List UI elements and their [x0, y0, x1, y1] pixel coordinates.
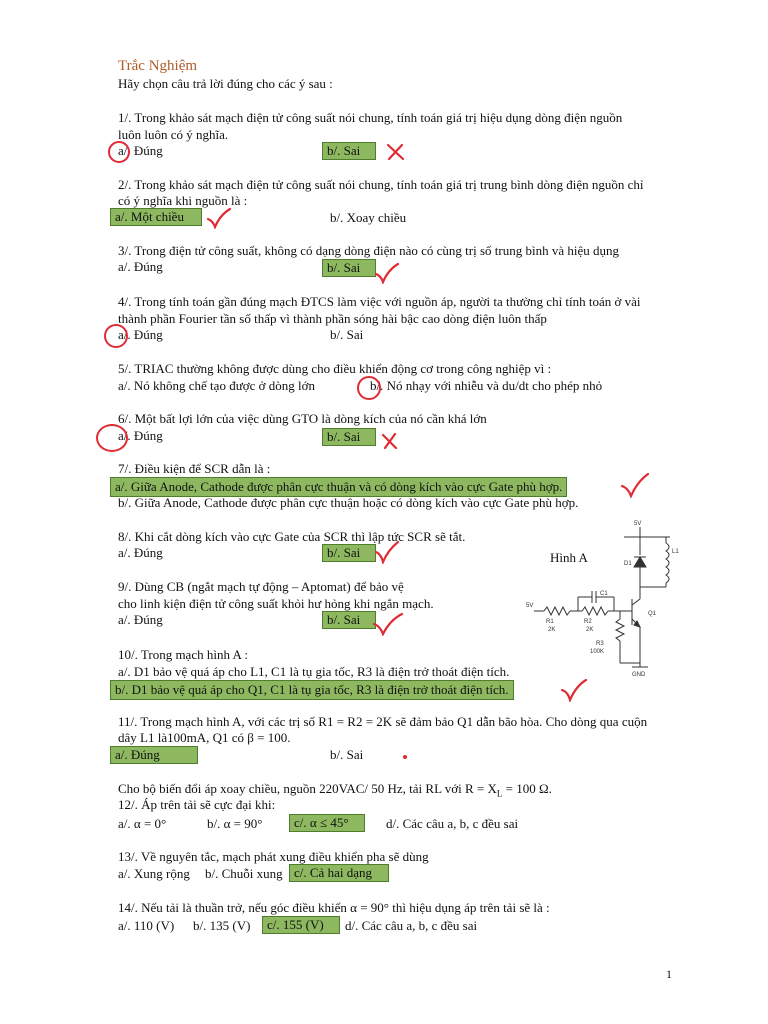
circle-mark — [357, 376, 381, 400]
check-mark-icon — [372, 612, 404, 636]
answer-b[interactable]: b/. Nó nhạy với nhiễu và du/dt cho phép nhỏ — [370, 378, 603, 393]
cross-mark-icon — [386, 143, 406, 161]
question-text: 10/. Trong mạch hình A : — [118, 647, 249, 662]
question-text: 9/. Dùng CB (ngắt mạch tự động – Aptomat) để bảo vệ — [118, 579, 404, 594]
question-text: luôn luôn có ý nghĩa. — [118, 127, 229, 142]
label-l1: L1 — [672, 549, 679, 555]
answer-a-highlighted[interactable]: a/. Đúng — [110, 746, 198, 764]
answer-b[interactable]: b/. α = 90° — [207, 816, 263, 831]
check-mark-icon — [620, 472, 650, 498]
question-text: 4/. Trong tính toán gần đúng mạch ĐTCS làm việc với nguồn áp, người ta thường chỉ tính toán ở vài — [118, 294, 641, 309]
label-5v-left: 5V — [526, 603, 534, 609]
label-r3: R3 — [596, 641, 604, 647]
question-text: 5/. TRIAC thường không được dùng cho điều khiển động cơ trong công nghiệp vì : — [118, 361, 552, 376]
question-text: 1/. Trong khảo sát mạch điện tử công suất nói chung, tính toán giá trị hiệu dụng dòng điện nguồn — [118, 110, 623, 125]
answer-a[interactable]: a/. Xung rộng — [118, 866, 190, 881]
answer-a[interactable]: a/. Đúng — [118, 327, 163, 342]
circle-mark — [104, 324, 128, 348]
page-title: Trắc Nghiệm — [118, 58, 198, 74]
answer-a[interactable]: a/. D1 bảo vệ quá áp cho L1, C1 là tụ gia tốc, R3 là điện trở thoát điện tích. — [118, 664, 510, 679]
label-5v-top: 5V — [634, 521, 642, 527]
question-text: 12/. Áp trên tải sẽ cực đại khi: — [118, 797, 276, 812]
answer-b-highlighted[interactable]: b/. D1 bảo vệ quá áp cho Q1, C1 là tụ gia tốc, R3 là điện trở thoát điện tích. — [110, 680, 514, 700]
cross-mark-icon — [380, 432, 400, 450]
instruction-text: Hãy chọn câu trả lời đúng cho các ý sau : — [118, 76, 333, 91]
answer-b-highlighted[interactable]: b/. Sai — [322, 611, 376, 629]
circle-mark — [96, 424, 128, 452]
answer-c-highlighted[interactable]: c/. 155 (V) — [262, 916, 340, 934]
question-text: dây L1 là100mA, Q1 có β = 100. — [118, 730, 291, 745]
answer-a[interactable]: a/. Đúng — [118, 259, 163, 274]
page-number: 1 — [666, 967, 672, 981]
question-text: 6/. Một bất lợi lớn của việc dùng GTO là dòng kích của nó cần khá lớn — [118, 411, 487, 426]
context-tail: = 100 Ω. — [502, 781, 552, 796]
answer-a[interactable]: a/. 110 (V) — [118, 918, 175, 933]
question-text: cho linh kiện điện tử công suất khỏi hư hỏng khi ngắn mạch. — [118, 596, 434, 611]
label-gnd: GND — [632, 672, 646, 678]
check-mark-icon — [560, 678, 588, 702]
question-text: có ý nghĩa khi nguồn là : — [118, 193, 248, 208]
question-text: 11/. Trong mạch hình A, với các trị số R1 = R2 = 2K sẽ đảm bảo Q1 dẫn bão hòa. Cho dòng qua cuộn — [118, 714, 648, 729]
check-mark-icon — [206, 207, 232, 229]
question-text: 2/. Trong khảo sát mạch điện tử công suất nói chung, tính toán giá trị trung bình dòng điện nguồn chỉ — [118, 177, 644, 192]
question-text: 8/. Khi cắt dòng kích vào cực Gate của SCR thì lập tức SCR sẽ tắt. — [118, 529, 466, 544]
context-subscript: L — [496, 788, 503, 799]
answer-d[interactable]: d/. Các câu a, b, c đều sai — [345, 918, 478, 933]
answer-a[interactable]: a/. α = 0° — [118, 816, 167, 831]
question-text: 14/. Nếu tải là thuần trở, nếu góc điều khiển α = 90° thì hiệu dụng áp trên tải sẽ là : — [118, 900, 550, 915]
label-d1: D1 — [624, 561, 632, 567]
question-text: 7/. Điều kiện để SCR dẫn là : — [118, 461, 271, 476]
answer-a[interactable]: a/. Nó không chế tạo được ở dòng lớn — [118, 378, 315, 393]
answer-b[interactable]: b/. Chuỗi xung — [205, 866, 283, 881]
circuit-diagram — [520, 515, 690, 680]
dot-mark-icon — [402, 754, 408, 760]
answer-b[interactable]: b/. Giữa Anode, Cathode được phân cực thuận hoặc có dòng kích vào cực Gate phù hợp. — [118, 495, 579, 510]
label-c1: C1 — [600, 591, 608, 597]
answer-b[interactable]: b/. 135 (V) — [193, 918, 251, 933]
answer-b-highlighted[interactable]: b/. Sai — [322, 259, 376, 277]
label-r1: R1 — [546, 619, 554, 625]
figure-caption: Hình A — [550, 550, 588, 565]
answer-b[interactable]: b/. Xoay chiều — [330, 210, 407, 225]
answer-a[interactable]: a/. Đúng — [118, 143, 163, 158]
answer-a[interactable]: a/. Đúng — [118, 612, 163, 627]
label-r3-value: 100K — [590, 649, 605, 655]
answer-a-highlighted[interactable]: a/. Giữa Anode, Cathode được phân cực thuận và có dòng kích vào cực Gate phù hợp. — [110, 477, 567, 497]
label-r1-value: 2K — [548, 627, 556, 633]
answer-a[interactable]: a/. Đúng — [118, 545, 163, 560]
answer-b[interactable]: b/. Sai — [330, 327, 364, 342]
question-text: 13/. Về nguyên tắc, mạch phát xung điều khiển pha sẽ dùng — [118, 849, 429, 864]
question-text: thành phần Fourier tần số thấp vì thành phần sóng hài bậc cao dòng điện luôn thấp — [118, 311, 547, 326]
answer-b-highlighted[interactable]: b/. Sai — [322, 428, 376, 446]
answer-b[interactable]: b/. Sai — [330, 747, 364, 762]
circle-mark — [108, 141, 130, 163]
label-r2: R2 — [584, 619, 592, 625]
answer-c-highlighted[interactable]: c/. Cả hai dạng — [289, 864, 389, 882]
check-mark-icon — [374, 540, 400, 564]
label-r2-value: 2K — [586, 627, 594, 633]
answer-b-highlighted[interactable]: b/. Sai — [322, 142, 376, 160]
label-q1: Q1 — [648, 611, 657, 617]
answer-c-highlighted[interactable]: c/. α ≤ 45° — [289, 814, 365, 832]
question-text: 3/. Trong điện tử công suất, không có dạng dòng điện nào có cùng trị số trung bình và hiệu dụng — [118, 243, 619, 258]
answer-b-highlighted[interactable]: b/. Sai — [322, 544, 376, 562]
check-mark-icon — [374, 262, 400, 284]
answer-d[interactable]: d/. Các câu a, b, c đều sai — [386, 816, 519, 831]
answer-a[interactable]: a/. Đúng — [118, 428, 163, 443]
answer-a-highlighted[interactable]: a/. Một chiều — [110, 208, 202, 226]
context-main: Cho bộ biến đổi áp xoay chiều, nguồn 220VAC/ 50 Hz, tải RL với R = X — [118, 781, 497, 796]
